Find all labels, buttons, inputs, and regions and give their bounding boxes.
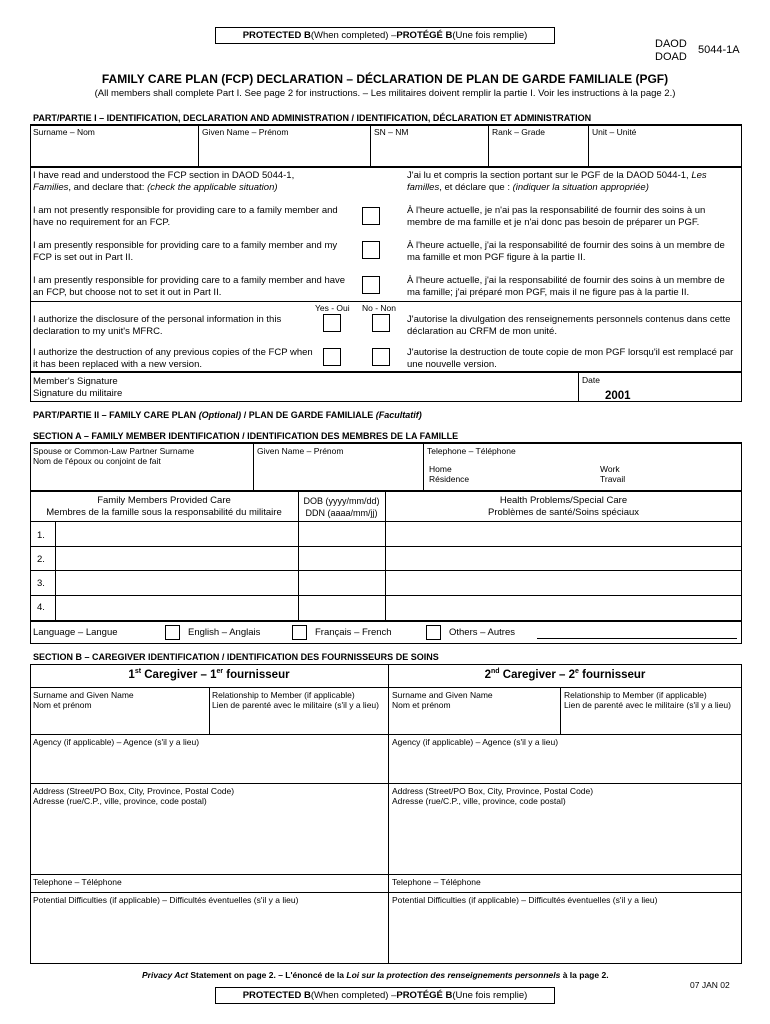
caregiver2-sup1: nd: [491, 668, 500, 676]
auth2-en: I authorize the destruction of any previous copies of the FCP when it has been replaced with a new version.: [33, 347, 313, 370]
health-header: [385, 495, 742, 519]
intro-en-line2: [33, 182, 353, 194]
divider: [55, 521, 56, 621]
sectionB-header: SECTION B – CAREGIVER IDENTIFICATION / IDENTIFICATION DES FOURNISSEURS DE SOINS: [33, 652, 439, 662]
caregiver1-title: [30, 669, 388, 683]
declaration-block: [30, 167, 742, 372]
protected-note: (When completed) –: [310, 989, 397, 1001]
option3-fr: À l'heure actuelle, j'ai la responsabilité de fournir des soins à un membre de ma famille; j'ai préparé mon PGF, mais il ne figure pas à la partie II.: [407, 275, 725, 298]
divider: [488, 125, 489, 167]
auth2-fr: J'autorise la destruction de toute copie de mon PGF lorsqu'il est remplacé par une nouvelle version.: [407, 347, 734, 370]
option2-fr: À l'heure actuelle, j'ai la responsabilité de fournir des soins à un membre de ma famille et mon PGF figure à la partie II.: [407, 240, 725, 263]
caregiver1-end: fournisseur: [223, 669, 290, 681]
revision-date: 07 JAN 02: [690, 980, 730, 990]
protected-banner-top: [215, 27, 555, 44]
caregiver2-num: 2: [484, 669, 492, 681]
auth1-en: I authorize the disclosure of the personal information in this declaration to my unit's MFRC.: [33, 314, 282, 337]
caregiver2-telephone-field[interactable]: Telephone – Téléphone: [392, 877, 481, 887]
others-checkbox[interactable]: [426, 625, 441, 640]
cg2-name-fr: Nom et prénom: [392, 700, 451, 711]
part2-header: [33, 410, 422, 421]
form-number: 5044-1A: [698, 44, 740, 56]
auth2-yes-checkbox[interactable]: [323, 348, 341, 366]
sectionA-header: SECTION A – FAMILY MEMBER IDENTIFICATION / IDENTIFICATION DES MEMBRES DE LA FAMILLE: [33, 431, 459, 441]
protected-banner-bottom: [215, 987, 555, 1004]
language-label: Language – Langue: [33, 627, 118, 638]
rank-field[interactable]: Rank – Grade: [492, 127, 545, 137]
cg2-rel-en: Relationship to Member (if applicable): [564, 690, 707, 700]
divider: [370, 125, 371, 167]
divider: [30, 546, 742, 547]
divider: [30, 892, 742, 893]
cg2-name-en: Surname and Given Name: [392, 690, 493, 700]
divider: [30, 570, 742, 571]
signature-label-en: Member's Signature: [33, 376, 118, 387]
option3-en: I am presently responsible for providing care to a family member and have an FCP, but choose not to set it out in Part II.: [33, 275, 346, 298]
caregiver2-mid: Caregiver – 2: [499, 669, 576, 681]
row-number: 3.: [37, 578, 45, 589]
others-label: Others – Autres: [449, 627, 516, 638]
privacy-statement: [142, 970, 609, 980]
auth2-no-checkbox[interactable]: [372, 348, 390, 366]
work-label: Work: [600, 464, 620, 474]
health-header-en: Health Problems/Special Care: [499, 495, 628, 506]
intro-fr-line1: [407, 170, 737, 182]
health-header-fr: Problèmes de santé/Soins spéciaux: [487, 507, 640, 518]
part2-facultatif: (Facultatif): [375, 410, 422, 420]
caregiver2-sup2: e: [575, 668, 579, 676]
intro-fr-line2: [407, 182, 737, 194]
cg1-name-fr: Nom et prénom: [33, 700, 92, 711]
protected-label: PROTECTED B: [242, 29, 311, 41]
dob-header: [298, 495, 385, 519]
unit-field[interactable]: Unit – Unité: [592, 127, 637, 137]
spouse-given-field[interactable]: Given Name – Prénom: [257, 446, 344, 456]
divider: [30, 521, 742, 522]
french-checkbox[interactable]: [292, 625, 307, 640]
dob-header-en: DOB (yyyy/mm/dd): [303, 496, 380, 506]
cg1-name-en: Surname and Given Name: [33, 690, 134, 700]
cg2-rel-fr: Lien de parenté avec le militaire (s'il y a lieu): [564, 700, 731, 711]
intro-fr-les: Les: [691, 170, 707, 181]
divider: [30, 874, 742, 875]
caregiver2-name-field[interactable]: [392, 690, 493, 710]
divider: [423, 443, 424, 491]
form-id: [655, 38, 687, 64]
signature-field[interactable]: [33, 376, 122, 399]
intro-fr-familles: familles: [407, 181, 440, 193]
auth1-yes-checkbox[interactable]: [323, 314, 341, 332]
divider: [30, 783, 742, 784]
doad-label: DOAD: [655, 51, 687, 63]
family-members-header-fr: Membres de la famille sous la responsabilité du militaire: [46, 507, 282, 518]
divider: [588, 125, 589, 167]
divider: [30, 734, 742, 735]
residence-label: Résidence: [429, 474, 470, 485]
caregiver1-sup2: er: [216, 668, 224, 676]
others-input-line[interactable]: [537, 638, 737, 639]
cg1-addr-en: Address (Street/PO Box, City, Province, Postal Code): [33, 786, 235, 796]
row-number: 1.: [37, 530, 45, 541]
intro-en-check: (check the applicable situation): [147, 181, 278, 193]
spouse-surname-field[interactable]: [33, 446, 194, 466]
protege-note: (Une fois remplie): [452, 29, 528, 41]
divider: [30, 595, 742, 596]
french-label: Français – French: [315, 627, 392, 638]
divider: [388, 664, 389, 964]
option1-fr: À l'heure actuelle, je n'ai pas la responsabilité de fournir des soins à un membre de ma famille et je n'ai donc pas besoin de préparer un PGF.: [407, 205, 706, 228]
travail-label: Travail: [600, 474, 626, 485]
divider: [198, 125, 199, 167]
caregiver2-end: fournisseur: [578, 669, 646, 681]
option2-checkbox[interactable]: [362, 241, 380, 259]
dob-header-fr: DDN (aaaa/mm/jj): [305, 508, 378, 518]
protege-note: (Une fois remplie): [452, 989, 528, 1001]
given-name-field[interactable]: Given Name – Prénom: [202, 127, 289, 137]
intro-en: [33, 170, 353, 193]
home-phone-field[interactable]: [429, 464, 469, 484]
intro-en-declare: , and declare that:: [68, 181, 148, 193]
english-label: English – Anglais: [188, 627, 261, 638]
date-value[interactable]: 2001: [605, 390, 631, 402]
spouse-telephone-label: Telephone – Téléphone: [427, 446, 516, 456]
signature-row: [30, 372, 742, 402]
caregiver1-relationship-field[interactable]: [212, 690, 379, 710]
caregiver1-sup1: st: [134, 668, 142, 676]
home-label: Home: [429, 464, 452, 474]
divider: [253, 443, 254, 491]
form-title: FAMILY CARE PLAN (FCP) DECLARATION – DÉCLARATION DE PLAN DE GARDE FAMILIALE (PGF): [101, 72, 669, 86]
caregiver2-relationship-field[interactable]: [564, 690, 731, 710]
option3-checkbox[interactable]: [362, 276, 380, 294]
spouse-label-en: Spouse or Common-Law Partner Surname: [33, 446, 195, 456]
english-checkbox[interactable]: [165, 625, 180, 640]
family-members-header-en: Family Members Provided Care: [97, 495, 231, 506]
caregiver1-address-field[interactable]: [33, 786, 234, 806]
caregiver1-num: 1: [128, 669, 135, 681]
date-label: Date: [582, 375, 600, 385]
sn-field[interactable]: SN – NM: [374, 127, 409, 137]
divider: [30, 301, 742, 302]
caregiver1-difficulties-field[interactable]: Potential Difficulties (if applicable) – Difficultés éventuelles (s'il y a lieu): [33, 895, 299, 905]
no-non-label: No - Non: [362, 303, 397, 313]
row-number: 2.: [37, 554, 45, 565]
divider: [30, 687, 742, 688]
divider: [209, 687, 210, 734]
intro-fr-indiquer: (indiquer la situation appropriée): [512, 181, 649, 193]
divider: [560, 687, 561, 734]
cg1-rel-fr: Lien de parenté avec le militaire (s'il y a lieu): [212, 700, 379, 711]
caregiver1-agency-field[interactable]: Agency (if applicable) – Agence (s'il y a lieu): [33, 737, 200, 747]
caregiver2-title: [388, 669, 742, 683]
option2-en: I am presently responsible for providing care to a family member and my FCP is set out in Part II.: [33, 240, 338, 263]
protege-label: PROTÉGÉ B: [396, 989, 453, 1001]
protected-label: PROTECTED B: [242, 989, 311, 1001]
form-subtitle: (All members shall complete Part I. See page 2 for instructions. – Les militaires doivent remplir la partie I. Voir les instructions à la page 2.): [94, 88, 676, 99]
work-phone-field[interactable]: [600, 464, 625, 484]
cg1-rel-en: Relationship to Member (if applicable): [212, 690, 355, 700]
caregiver1-mid: Caregiver – 1: [141, 669, 217, 681]
spouse-label-fr: Nom de l'époux ou conjoint de fait: [33, 456, 161, 467]
auth1-fr: J'autorise la divulgation des renseignements personnels contenus dans cette déclaration au CRFM de mon unité.: [407, 314, 731, 337]
family-members-header: [30, 495, 298, 519]
part2-optional: (Optional): [198, 410, 242, 420]
signature-label-fr: Signature du militaire: [33, 387, 123, 399]
part2-header-a: PART/PARTIE II – FAMILY CARE PLAN: [33, 410, 199, 420]
intro-en-line1: I have read and understood the FCP section in DAOD 5044-1,: [33, 170, 295, 181]
option1-en: I am not presently responsible for providing care to a family member and have no requirement for an FCP.: [33, 205, 338, 228]
caregiver1-name-field[interactable]: [33, 690, 134, 710]
intro-fr-text: J'ai lu et compris la section portant sur le PGF de la DAOD 5044-1,: [407, 170, 692, 181]
privacy-mid: Statement on page 2. – L'énoncé de la: [188, 970, 347, 980]
daod-label: DAOD: [655, 38, 687, 50]
part1-header: PART/PARTIE I – IDENTIFICATION, DECLARATION AND ADMINISTRATION / IDENTIFICATION, DÉCLARATION ET ADMINISTRATION: [33, 113, 592, 123]
auth1-no-checkbox[interactable]: [372, 314, 390, 332]
caregiver2-address-field[interactable]: [392, 786, 593, 806]
cg1-addr-fr: Adresse (rue/C.P., ville, province, code postal): [33, 796, 207, 807]
privacy-loi: Loi sur la protection des renseignements personnels: [346, 970, 561, 980]
cg2-addr-fr: Adresse (rue/C.P., ville, province, code postal): [392, 796, 566, 807]
intro-en-families: Families: [33, 181, 69, 193]
cg2-addr-en: Address (Street/PO Box, City, Province, Postal Code): [392, 786, 594, 796]
yes-oui-label: Yes - Oui: [315, 303, 350, 313]
surname-field[interactable]: Surname – Nom: [33, 127, 95, 137]
protege-label: PROTÉGÉ B: [396, 29, 453, 41]
protected-note: (When completed) –: [310, 29, 397, 41]
caregiver2-agency-field[interactable]: Agency (if applicable) – Agence (s'il y a lieu): [392, 737, 559, 747]
part2-header-c: / PLAN DE GARDE FAMILIALE: [241, 410, 376, 420]
option1-checkbox[interactable]: [362, 207, 380, 225]
row-number: 4.: [37, 602, 45, 613]
divider: [578, 372, 579, 402]
intro-fr-declare: , et déclare que :: [439, 181, 513, 193]
caregiver2-difficulties-field[interactable]: Potential Difficulties (if applicable) – Difficultés éventuelles (s'il y a lieu): [392, 895, 658, 905]
privacy-end: à la page 2.: [560, 970, 609, 980]
caregiver1-telephone-field[interactable]: Telephone – Téléphone: [33, 877, 122, 887]
privacy-act: Privacy Act: [142, 970, 188, 980]
intro-fr: [407, 170, 737, 193]
